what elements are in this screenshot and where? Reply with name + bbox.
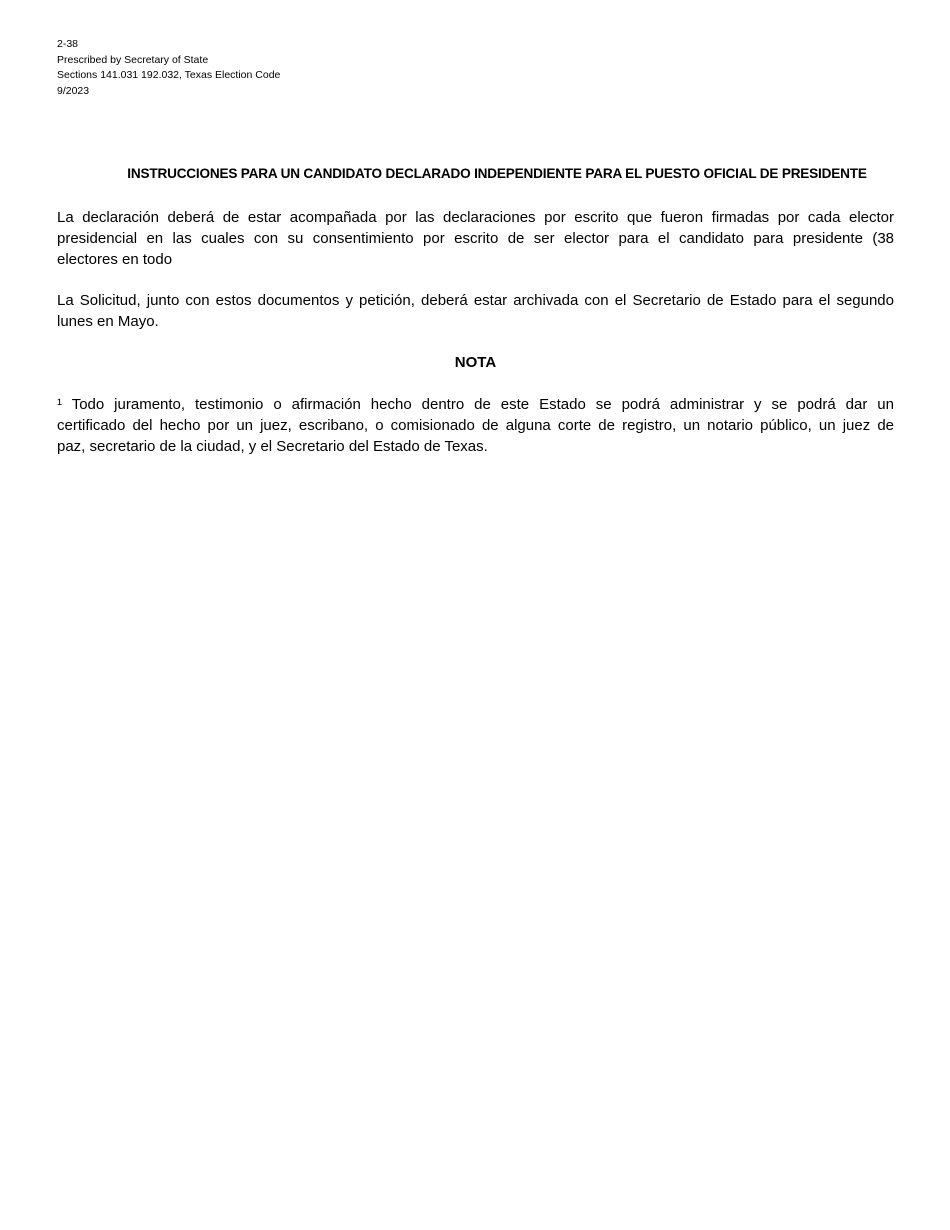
text-line: lunes en Mayo. [57, 313, 159, 330]
text-line: presidencial en las cuales con su consentimiento por escrito de ser elector para el candidato para presidente (38 [57, 230, 894, 247]
text-line: La Solicitud, junto con estos documentos y petición, deberá estar archivada con el Secretario de Estado para el segundo [57, 292, 894, 309]
code-sections: Sections 141.031 192.032, Texas Election Code [57, 69, 281, 81]
note-paragraph [57, 394, 894, 457]
prescribed-by: Prescribed by Secretary of State [57, 53, 209, 66]
document-title: INSTRUCCIONES PARA UN CANDIDATO DECLARADO INDEPENDIENTE PARA EL PUESTO OFICIAL DE PRESIDENTE [127, 166, 867, 181]
form-date: 9/2023 [57, 84, 90, 97]
paragraph-filing [57, 290, 894, 332]
paragraph-declaration [57, 207, 894, 270]
text-line: La declaración deberá de estar acompañada por las declaraciones por escrito que fueron firmadas por cada elector [57, 209, 894, 226]
form-header [57, 37, 280, 99]
text-line: certificado del hecho por un juez, escribano, o comisionado de alguna corte de registro, un notario público, un juez de [57, 417, 894, 434]
form-number: 2-38 [57, 38, 79, 50]
text-line: ¹ Todo juramento, testimonio o afirmación hecho dentro de este Estado se podrá administrar y se podrá dar un [57, 396, 894, 413]
note-heading: NOTA [454, 354, 497, 371]
text-line: electores en todo [57, 251, 173, 268]
text-line: paz, secretario de la ciudad, y el Secretario del Estado de Texas. [57, 438, 488, 455]
